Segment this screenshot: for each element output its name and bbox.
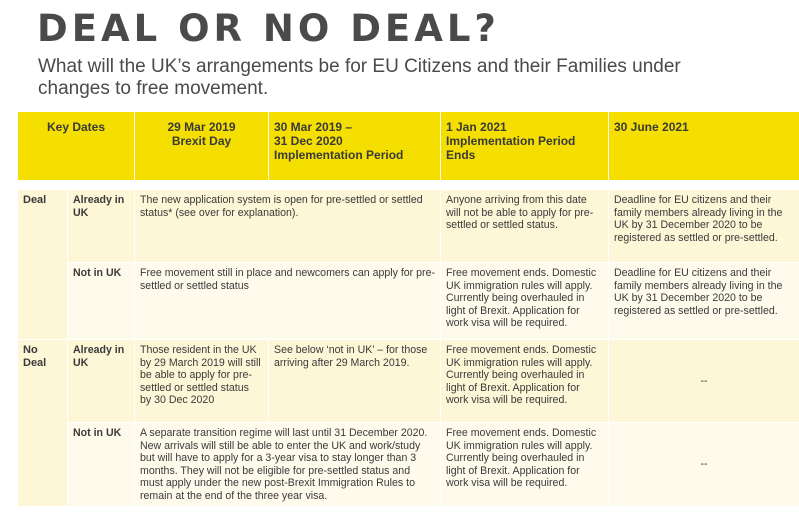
header-implementation-period: [269, 112, 441, 181]
header-ends-date: 1 Jan 2021: [446, 120, 507, 134]
cell-deal-notin-jan2021: Free movement ends. Domestic UK immigration rules will apply. Currently being overhauled in light of Brexit. Application for work visa will be required.: [441, 263, 609, 340]
cell-deal-already-june2021: Deadline for EU citizens and their family members already living in the UK by 31 December 2020 to be registered as settled or pre-settled.: [609, 190, 799, 263]
row-sublabel-already: Already in UK: [68, 190, 135, 263]
header-june-date: 30 June 2021: [614, 120, 689, 134]
cell-nodeal-already-june2021: --: [609, 340, 799, 423]
header-implementation-ends: [441, 112, 609, 181]
cell-nodeal-already-mar2019: Those resident in the UK by 29 March 2019 will still be able to apply for pre-settled or settled status by 30 Dec 2020: [135, 340, 269, 423]
row-sublabel-notin: Not in UK: [68, 263, 135, 340]
header-brexit-day-date: 29 Mar 2019: [167, 120, 236, 134]
table-row-deal-notin: [18, 263, 799, 340]
row-sublabel-nodeal-notin: Not in UK: [68, 423, 135, 507]
table-row-nodeal-notin: [18, 423, 799, 507]
row-sublabel-nodeal-already: Already in UK: [68, 340, 135, 423]
cell-nodeal-already-jan2021: Free movement ends. Domestic UK immigration rules will apply. Currently being overhauled in light of Brexit. Application for work visa will be required.: [441, 340, 609, 423]
cell-deal-already-span: The new application system is open for pre-settled or settled status* (see over for explanation).: [135, 190, 441, 263]
header-ends-label: Implementation Period Ends: [446, 134, 576, 162]
cell-deal-notin-span: Free movement still in place and newcomers can apply for pre-settled or settled status: [135, 263, 441, 340]
cell-nodeal-notin-june2021: --: [609, 423, 799, 507]
table-row-nodeal-already: [18, 340, 799, 423]
row-label-deal: Deal: [18, 190, 68, 340]
key-dates-table: [17, 111, 799, 507]
header-brexit-day-label: Brexit Day: [171, 134, 232, 148]
page-title: DEAL OR NO DEAL?: [37, 7, 500, 50]
header-implementation-date: 30 Mar 2019 –: [274, 120, 353, 134]
row-label-nodeal: No Deal: [18, 340, 68, 507]
header-implementation-date2: 31 Dec 2020: [274, 134, 343, 148]
header-june-2021: [609, 112, 799, 181]
table-row-deal-already: [18, 190, 799, 263]
cell-deal-notin-june2021: Deadline for EU citizens and their family members already living in the UK by 31 December 2020 to be registered as settled or pre-settled.: [609, 263, 799, 340]
page-subtitle: What will the UK’s arrangements be for EU Citizens and their Families under changes to free movement.: [38, 56, 681, 99]
cell-nodeal-notin-jan2021: Free movement ends. Domestic UK immigration rules will apply. Currently being overhauled in light of Brexit. Application for work visa will be required.: [441, 423, 609, 507]
cell-nodeal-already-impl: See below ‘not in UK’ – for those arriving after 29 March 2019.: [269, 340, 441, 423]
table-header-row: [18, 112, 799, 181]
header-implementation-label: Implementation Period: [274, 148, 404, 162]
header-brexit-day: [135, 112, 269, 181]
cell-nodeal-notin-span: A separate transition regime will last until 31 December 2020. New arrivals will still be able to enter the UK and work/study but will have to apply for a 3-year visa to stay longer than 3 months. They will not be eligible for pre-settled status and must apply under the new post-Brexit Immigration Rules to remain at the end of the three year visa.: [135, 423, 441, 507]
header-key-dates: Key Dates: [18, 112, 135, 181]
cell-deal-already-jan2021: Anyone arriving from this date will not be able to apply for pre-settled or settled status.: [441, 190, 609, 263]
